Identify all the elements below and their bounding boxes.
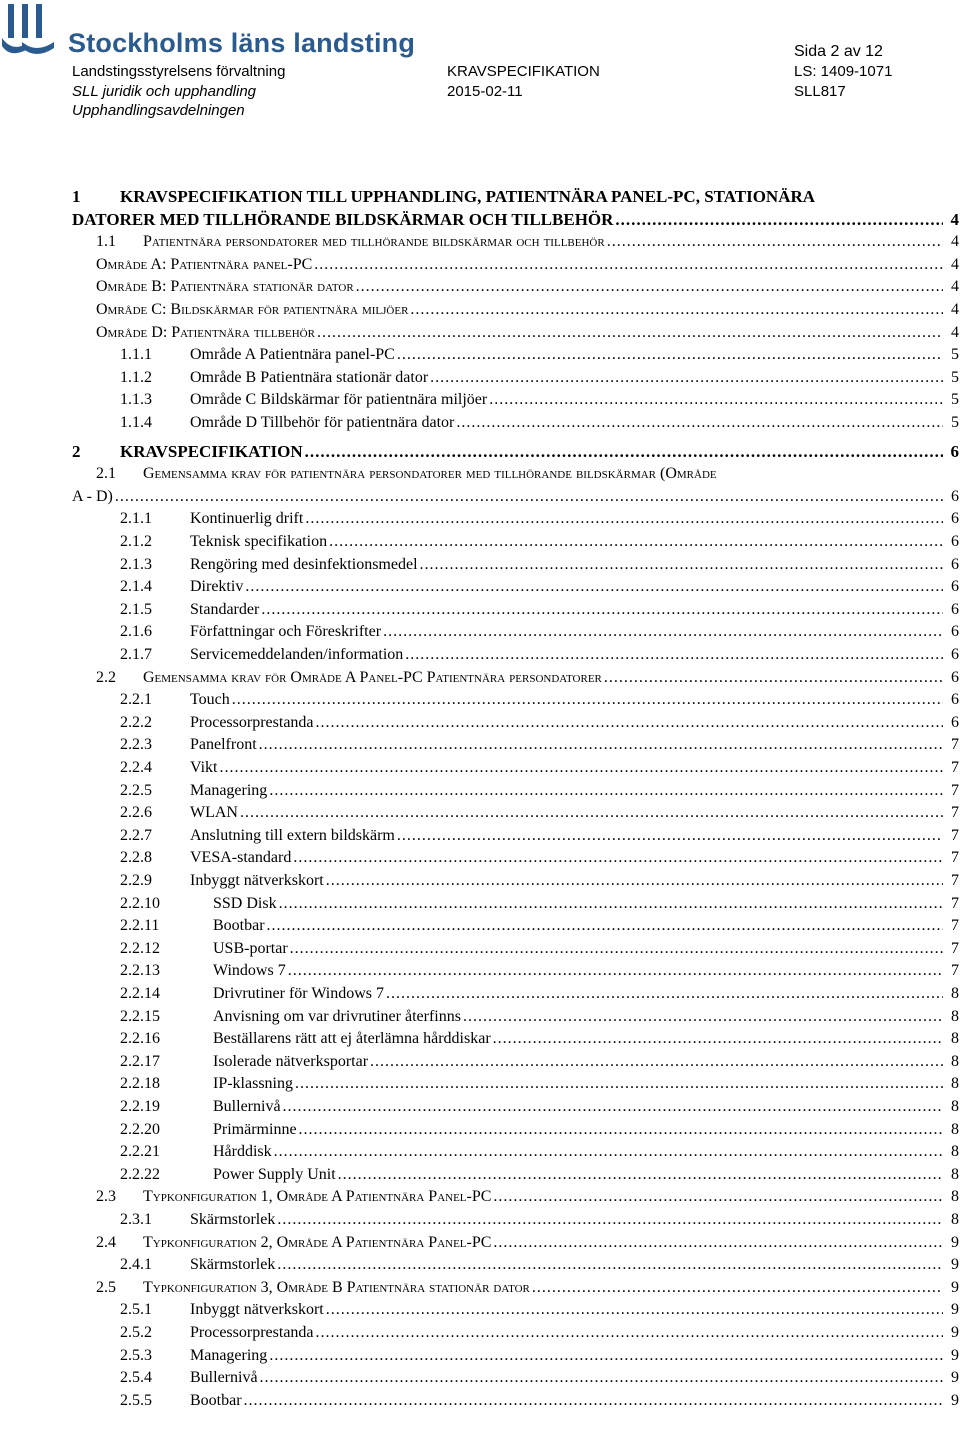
toc-page-number: 4 (951, 278, 959, 296)
toc-entry-title: Drivrutiner för Windows 7 (213, 985, 385, 1002)
toc-entry-number: 2.2.9 (120, 872, 152, 889)
toc-entry[interactable] (0, 441, 960, 463)
toc-entry[interactable] (0, 644, 960, 666)
toc-entry-number: 2.2.13 (120, 962, 160, 980)
toc-page-number: 8 (951, 1188, 959, 1206)
header-ref-sll: SLL817 (794, 82, 846, 100)
toc-entry-number: 2.5.2 (120, 1324, 152, 1341)
toc-entry-number: 2.1 (96, 465, 116, 483)
toc-entry-number: 2.2.3 (120, 736, 152, 754)
header-org-line: Landstingsstyrelsens förvaltning (72, 63, 286, 80)
toc-entry-title: Skärmstorlek (190, 1256, 276, 1274)
toc-dot-leader (532, 1277, 943, 1299)
toc-dot-leader (290, 938, 943, 960)
toc-entry-number: 2.2.20 (120, 1120, 160, 1138)
toc-dot-leader (269, 1345, 943, 1367)
toc-entry-title: Isolerade nätverksportar (213, 1052, 369, 1070)
toc-entry[interactable] (0, 802, 960, 824)
toc-entry[interactable] (0, 389, 960, 411)
toc-entry-title: KRAVSPECIFIKATION TILL UPPHANDLING, PATIENTNÄRA PANEL-PC, STATIONÄRA (120, 187, 816, 206)
toc-entry[interactable] (0, 463, 960, 485)
toc-entry-number: 2.2.19 (120, 1098, 160, 1115)
toc-entry-title: Managering (190, 781, 268, 799)
toc-entry[interactable] (0, 367, 960, 389)
header-org-line: SLL juridik och upphandling (72, 82, 257, 100)
toc-dot-leader (615, 209, 943, 231)
toc-entry-title-continued: DATORER MED TILLHÖRANDE BILDSKÄRMAR OCH TILLBEHÖR (72, 209, 614, 229)
toc-dot-leader (267, 915, 943, 937)
toc-dot-leader (279, 893, 943, 915)
toc-dot-leader (463, 1006, 943, 1028)
toc-page-number: 7 (951, 917, 959, 935)
toc-entry-title: Teknisk specifikation (190, 533, 328, 550)
toc-entry-continuation[interactable] (0, 209, 960, 231)
toc-entry-number: 1.1.1 (120, 346, 152, 364)
toc-entry-title: Patientnära persondatorer med tillhörande bildskärmar och tillbehör (143, 233, 605, 251)
toc-entry[interactable] (0, 412, 960, 434)
toc-page-number: 9 (951, 1278, 959, 1296)
toc-entry-title: Anvisning om var drivrutiner återfinns (213, 1007, 461, 1025)
toc-dot-leader (356, 276, 943, 298)
toc-page-number: 7 (951, 872, 959, 889)
toc-page-number: 5 (951, 368, 959, 386)
toc-entry[interactable] (0, 231, 960, 253)
logo-wordmark: Stockholms läns landsting (68, 28, 416, 58)
toc-entry-title: Gemensamma krav för Område A Panel-PC Patientnära persondatorer (143, 668, 602, 686)
toc-entry[interactable] (0, 870, 960, 892)
toc-dot-leader (456, 412, 943, 434)
toc-entry-number: 2.5.4 (120, 1369, 152, 1387)
toc-entry-number: 2.5.1 (120, 1301, 152, 1319)
toc-page-number: 6 (951, 578, 959, 596)
toc-page-number: 6 (951, 691, 959, 709)
toc-entry-number: 2.5 (96, 1278, 116, 1296)
toc-dot-leader (232, 689, 943, 711)
toc-entry-number: 2.3 (96, 1188, 116, 1206)
toc-dot-leader (338, 1164, 943, 1186)
toc-entry-title: Bootbar (213, 917, 265, 935)
toc-page-number: 8 (951, 1098, 959, 1115)
toc-dot-leader (299, 1119, 943, 1141)
toc-entry-number: 2.1.7 (120, 646, 152, 663)
toc-entry-number: 2.2.21 (120, 1143, 160, 1161)
toc-entry[interactable] (0, 1277, 960, 1299)
toc-entry-title: Område D: Patientnära tillbehör (96, 323, 315, 341)
toc-page-number: 9 (951, 1301, 959, 1319)
toc-entry[interactable] (0, 1141, 960, 1163)
header-organisation (72, 62, 285, 121)
header-doc-date: 2015-02-11 (447, 82, 523, 100)
toc-entry[interactable] (0, 344, 960, 366)
toc-entry-title: Kontinuerlig drift (190, 510, 304, 528)
toc-entry[interactable] (0, 576, 960, 598)
toc-entry-number: 2.1.1 (120, 510, 152, 528)
toc-entry-number: 2.2.12 (120, 939, 160, 957)
toc-entry-number: 2 (72, 441, 81, 461)
toc-dot-leader (219, 757, 943, 779)
toc-dot-leader (244, 1390, 943, 1412)
toc-entry-title: Vikt (190, 759, 218, 776)
toc-entry-title: Författningar och Föreskrifter (190, 623, 382, 641)
toc-entry[interactable] (0, 1119, 960, 1141)
toc-dot-leader (316, 712, 943, 734)
toc-entry-title: Gemensamma krav för patientnära persondatorer med tillhörande bildskärmar (Område (143, 465, 717, 483)
toc-dot-leader (314, 254, 943, 276)
toc-page-number: 5 (951, 414, 959, 431)
toc-entry[interactable] (0, 1390, 960, 1412)
toc-entry-title: Touch (190, 691, 230, 709)
toc-page-number: 6 (951, 646, 959, 663)
toc-page-number: 4 (950, 209, 959, 229)
toc-entry-title: Område D Tillbehör för patientnära dator (190, 414, 455, 431)
toc-page-number: 9 (951, 1324, 959, 1341)
toc-entry-number: 2.2.1 (120, 691, 152, 709)
toc-page-number: 5 (951, 391, 959, 409)
toc-dot-leader (259, 734, 943, 756)
toc-entry-title: VESA-standard (190, 849, 292, 867)
toc-entry-number: 2.1.5 (120, 600, 152, 618)
toc-entry-number: 2.2.5 (120, 781, 152, 799)
page-number: Sida 2 av 12 (794, 43, 883, 60)
toc-dot-leader (607, 231, 943, 253)
toc-entry-title: Typkonfiguration 1, Område A Patientnära Panel-PC (143, 1188, 492, 1206)
toc-entry[interactable] (0, 1096, 960, 1118)
toc-page-number: 7 (951, 894, 959, 912)
toc-entry-number: 2.1.4 (120, 578, 152, 596)
toc-entry-title: Bootbar (190, 1391, 242, 1409)
toc-entry[interactable] (0, 254, 960, 276)
toc-entry[interactable] (0, 599, 960, 621)
toc-entry[interactable] (0, 531, 960, 553)
toc-entry[interactable] (0, 983, 960, 1005)
toc-entry-title: Primärminne (213, 1120, 297, 1138)
toc-page-number: 7 (951, 939, 959, 957)
toc-dot-leader (326, 870, 943, 892)
toc-page-number: 8 (951, 1211, 959, 1228)
toc-entry-number: 2.4.1 (120, 1256, 152, 1274)
toc-page-number: 7 (951, 849, 959, 867)
toc-entry-title: Anslutning till extern bildskärm (190, 826, 395, 844)
toc-entry-title: Power Supply Unit (213, 1165, 336, 1183)
toc-dot-leader (245, 576, 943, 598)
header-ref-ls: LS: 1409-1071 (794, 63, 893, 80)
toc-entry[interactable] (0, 1164, 960, 1186)
toc-dot-leader (493, 1232, 943, 1254)
toc-page-number: 6 (951, 713, 959, 731)
toc-entry-number: 2.2.11 (120, 917, 160, 935)
toc-entry[interactable] (0, 1254, 960, 1276)
toc-page-number: 8 (951, 1120, 959, 1138)
toc-entry-number: 2.1.2 (120, 533, 152, 550)
toc-entry[interactable] (0, 1073, 960, 1095)
toc-dot-leader (305, 508, 943, 530)
toc-entry-title: Standarder (190, 600, 260, 618)
toc-dot-leader (604, 667, 943, 689)
toc-dot-leader (489, 389, 943, 411)
toc-entry[interactable] (0, 847, 960, 869)
toc-entry[interactable] (0, 960, 960, 982)
toc-entry[interactable] (0, 276, 960, 298)
toc-page-number: 7 (951, 962, 959, 980)
toc-dot-leader (288, 960, 943, 982)
toc-page-number: 7 (951, 804, 959, 822)
toc-page-number: 9 (951, 1233, 959, 1251)
toc-page-number: 7 (951, 759, 959, 776)
toc-entry[interactable] (0, 1186, 960, 1208)
toc-entry-title: Processorprestanda (190, 713, 314, 731)
toc-entry-title: Typkonfiguration 2, Område A Patientnära Panel-PC (143, 1233, 492, 1251)
toc-dot-leader (277, 1254, 943, 1276)
toc-page-number: 6 (951, 555, 959, 573)
toc-entry-number: 2.2.10 (120, 894, 160, 912)
toc-entry[interactable] (0, 1028, 960, 1050)
toc-dot-leader (283, 1096, 943, 1118)
toc-page-number: 8 (951, 1165, 959, 1183)
toc-entry-number: 2.2.4 (120, 759, 152, 776)
toc-entry-title: Servicemeddelanden/information (190, 646, 404, 663)
toc-dot-leader (370, 1051, 943, 1073)
toc-page-number: 9 (951, 1369, 959, 1387)
toc-entry-title: SSD Disk (213, 894, 277, 912)
toc-dot-leader (326, 1299, 943, 1321)
toc-entry-number: 2.1.3 (120, 555, 152, 573)
toc-entry-number: 2.2.6 (120, 804, 152, 822)
toc-page-number: 5 (951, 346, 959, 364)
toc-entry-title: Windows 7 (213, 962, 286, 980)
toc-entry-title: Område B: Patientnära stationär dator (96, 278, 354, 296)
toc-entry[interactable] (0, 621, 960, 643)
toc-entry-title: Område C Bildskärmar för patientnära miljöer (190, 391, 488, 409)
toc-dot-leader (410, 299, 943, 321)
toc-page-number: 7 (951, 781, 959, 799)
toc-entry-number: 2.2.15 (120, 1007, 160, 1025)
toc-page-number: 4 (951, 323, 959, 341)
toc-entry[interactable] (0, 1051, 960, 1073)
toc-page-number: 8 (951, 1143, 959, 1161)
toc-page-number: 7 (951, 736, 959, 754)
toc-entry[interactable] (0, 1345, 960, 1367)
toc-page-number: 6 (951, 668, 959, 686)
toc-dot-leader (386, 983, 943, 1005)
toc-entry-title: Inbyggt nätverkskort (190, 872, 324, 889)
toc-page-number: 6 (951, 487, 959, 505)
toc-entry-title: Inbyggt nätverkskort (190, 1301, 324, 1319)
toc-dot-leader (329, 531, 943, 553)
toc-entry-number: 2.2.17 (120, 1052, 160, 1070)
header-org-line: Upphandlingsavdelningen (72, 102, 245, 119)
toc-entry-number: 2.2.2 (120, 713, 152, 731)
toc-entry-number: 1.1.3 (120, 391, 152, 409)
toc-dot-leader (397, 825, 943, 847)
toc-entry[interactable] (0, 734, 960, 756)
toc-page-number: 4 (951, 233, 959, 251)
toc-entry-title: Område A Patientnära panel-PC (190, 346, 395, 364)
sll-logo-icon (2, 2, 66, 58)
toc-entry-title: Direktiv (190, 578, 244, 596)
toc-page-number: 6 (950, 441, 959, 461)
header-reference (794, 42, 892, 101)
toc-entry-number: 1.1.4 (120, 414, 152, 431)
toc-entry[interactable] (0, 1322, 960, 1344)
toc-entry-number: 2.2.16 (120, 1030, 160, 1048)
toc-entry-title-continued: A - D) (72, 487, 113, 505)
toc-entry-title: Rengöring med desinfektionsmedel (190, 555, 418, 573)
toc-page-number: 4 (951, 255, 959, 273)
toc-entry[interactable] (0, 186, 960, 208)
toc-dot-leader (397, 344, 943, 366)
sll-logo (2, 2, 422, 58)
toc-entry-number: 2.2.22 (120, 1165, 160, 1183)
toc-entry-title: Hårddisk (213, 1143, 272, 1161)
toc-dot-leader (493, 1028, 943, 1050)
toc-entry-title: Managering (190, 1346, 268, 1364)
toc-entry[interactable] (0, 893, 960, 915)
toc-page-number: 4 (951, 301, 959, 318)
toc-page-number: 8 (951, 1030, 959, 1048)
toc-entry-title: KRAVSPECIFIKATION (120, 441, 303, 461)
toc-entry[interactable] (0, 1209, 960, 1231)
toc-entry-number: 2.3.1 (120, 1211, 152, 1228)
toc-entry-number: 2.5.5 (120, 1391, 152, 1409)
toc-dot-leader (274, 1141, 943, 1163)
toc-entry-continuation[interactable] (0, 486, 960, 508)
toc-entry[interactable] (0, 915, 960, 937)
toc-dot-leader (260, 1367, 943, 1389)
toc-entry[interactable] (0, 667, 960, 689)
toc-entry-title: IP-klassning (213, 1075, 293, 1093)
toc-page-number: 8 (951, 985, 959, 1002)
toc-entry-number: 2.4 (96, 1233, 116, 1251)
toc-entry[interactable] (0, 554, 960, 576)
toc-dot-leader (240, 802, 943, 824)
toc-dot-leader (115, 486, 943, 508)
toc-entry-title: Område B Patientnära stationär dator (190, 368, 429, 386)
toc-entry-title: Bullernivå (213, 1098, 281, 1115)
toc-entry-number: 2.2.8 (120, 849, 152, 867)
toc-page-number: 9 (951, 1391, 959, 1409)
toc-entry[interactable] (0, 938, 960, 960)
toc-entry-title: Skärmstorlek (190, 1211, 276, 1228)
toc-entry-title: Typkonfiguration 3, Område B Patientnära stationär dator (143, 1278, 530, 1296)
toc-page-number: 6 (951, 600, 959, 618)
toc-entry[interactable] (0, 508, 960, 530)
toc-dot-leader (305, 441, 943, 463)
toc-entry-number: 2.1.6 (120, 623, 152, 641)
toc-entry[interactable] (0, 712, 960, 734)
toc-page-number: 9 (951, 1346, 959, 1364)
toc-dot-leader (420, 554, 943, 576)
toc-entry[interactable] (0, 1006, 960, 1028)
toc-page-number: 8 (951, 1075, 959, 1093)
toc-page-number: 8 (951, 1007, 959, 1025)
toc-dot-leader (261, 599, 943, 621)
toc-entry[interactable] (0, 322, 960, 344)
toc-dot-leader (405, 644, 943, 666)
toc-entry[interactable] (0, 689, 960, 711)
toc-page-number: 9 (951, 1256, 959, 1274)
toc-entry-number: 2.2 (96, 668, 116, 686)
header-document (447, 62, 600, 101)
header-doc-title: KRAVSPECIFIKATION (447, 63, 600, 80)
toc-entry[interactable] (0, 1232, 960, 1254)
toc-dot-leader (493, 1186, 943, 1208)
toc-entry-number: 2.2.7 (120, 826, 152, 844)
toc-entry-number: 2.2.14 (120, 985, 160, 1002)
toc-entry-title: Beställarens rätt att ej återlämna hårddiskar (213, 1030, 491, 1048)
toc-entry-number: 1.1.2 (120, 368, 152, 386)
toc-entry[interactable] (0, 1367, 960, 1389)
toc-dot-leader (269, 780, 943, 802)
toc-entry[interactable] (0, 825, 960, 847)
toc-entry[interactable] (0, 299, 960, 321)
toc-dot-leader (383, 621, 943, 643)
toc-dot-leader (430, 367, 943, 389)
toc-entry-title: Område A: Patientnära panel-PC (96, 255, 313, 273)
toc-entry-title: WLAN (190, 804, 238, 822)
toc-dot-leader (293, 847, 943, 869)
toc-page-number: 6 (951, 623, 959, 641)
toc-entry-title: Bullernivå (190, 1369, 258, 1387)
toc-page-number: 6 (951, 533, 959, 550)
toc-dot-leader (317, 322, 943, 344)
toc-entry-title: Panelfront (190, 736, 257, 754)
toc-dot-leader (295, 1073, 943, 1095)
toc-entry-number: 1 (72, 187, 81, 206)
toc-entry-title: Processorprestanda (190, 1324, 314, 1341)
toc-entry[interactable] (0, 1299, 960, 1321)
toc-entry-title: Område C: Bildskärmar för patientnära miljöer (96, 301, 409, 318)
toc-entry-title: USB-portar (213, 939, 288, 957)
toc-entry-number: 2.2.18 (120, 1075, 160, 1093)
toc-entry-number: 1.1 (96, 233, 116, 251)
toc-page-number: 8 (951, 1052, 959, 1070)
toc-entry-number: 2.5.3 (120, 1346, 152, 1364)
toc-page-number: 7 (951, 826, 959, 844)
toc-page-number: 6 (951, 510, 959, 528)
toc-entry[interactable] (0, 780, 960, 802)
toc-dot-leader (316, 1322, 943, 1344)
toc-dot-leader (277, 1209, 943, 1231)
toc-entry[interactable] (0, 757, 960, 779)
